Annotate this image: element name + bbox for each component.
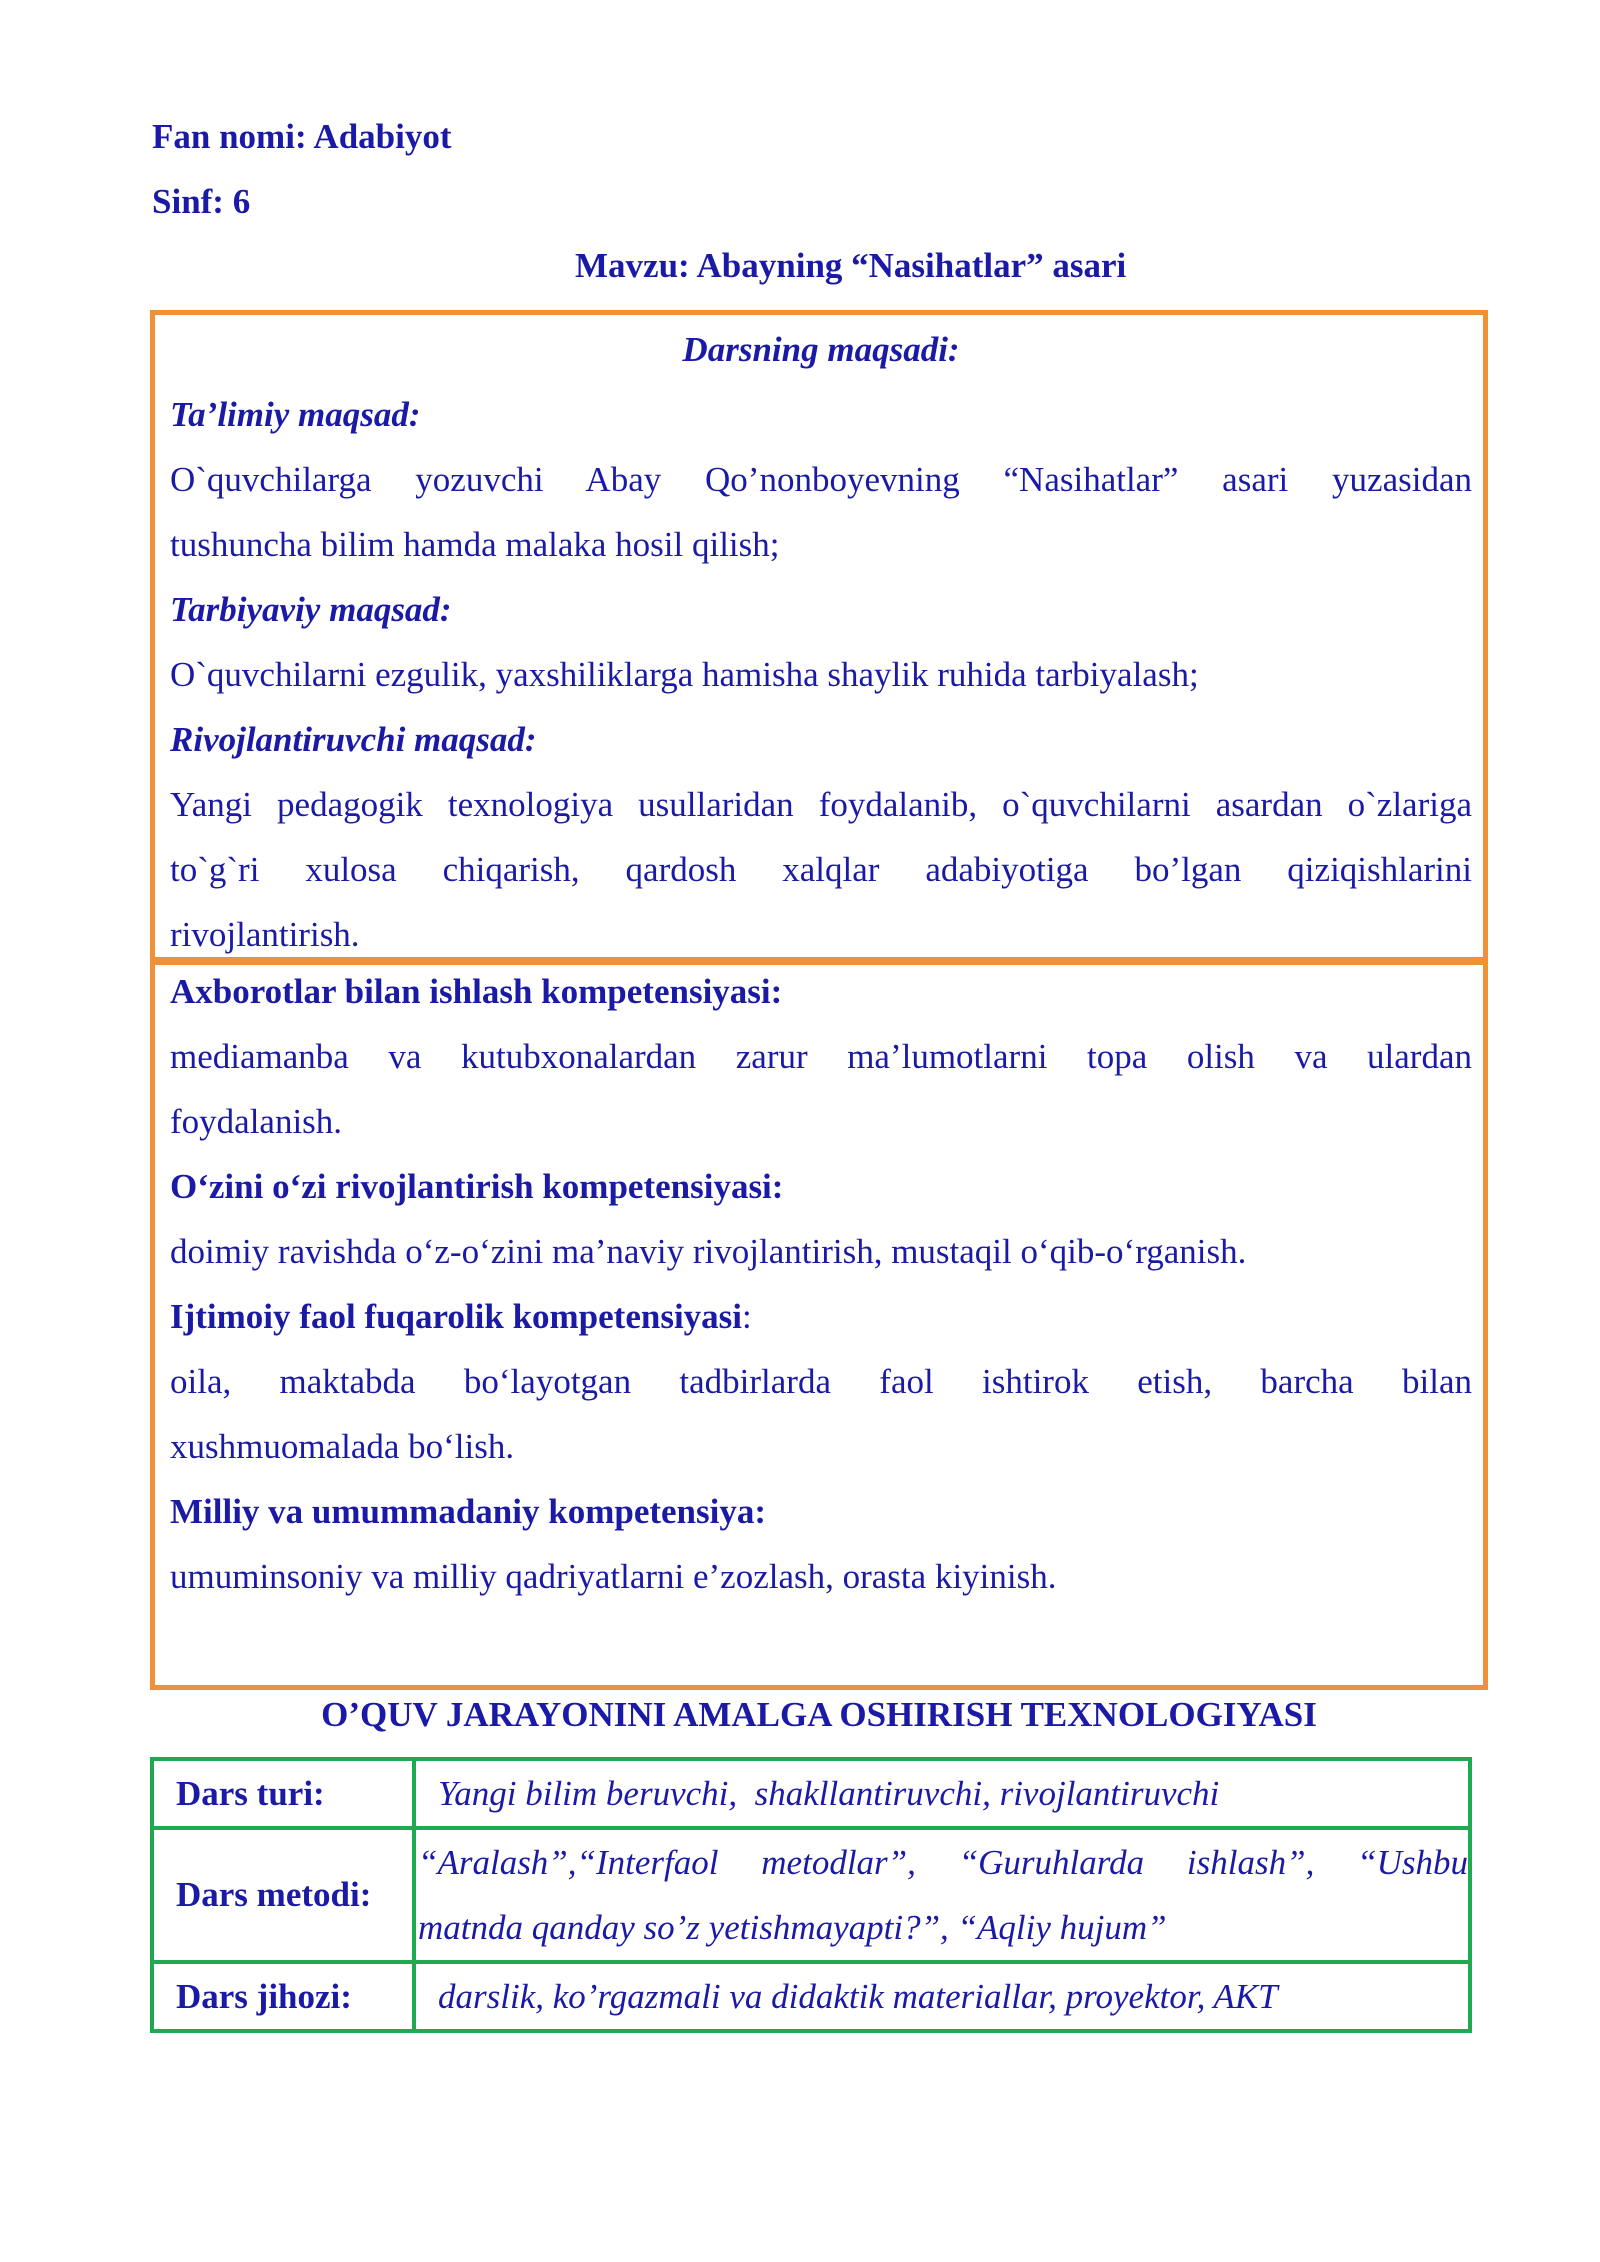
info-competency-text: mediamanba va kutubxonalardan zarur ma’lumotlarni topa olish va ulardan bbox=[170, 1037, 1472, 1076]
competencies-box bbox=[150, 960, 1488, 1690]
info-competency-heading: Axborotlar bilan ishlash kompetensiyasi: bbox=[170, 972, 783, 1011]
info-competency-text: foydalanish. bbox=[170, 1102, 343, 1141]
table-row bbox=[152, 1759, 1470, 1828]
lesson-equipment-value-line: darslik, ko’rgazmali va didaktik materiallar, proyektor, AKT bbox=[438, 1977, 1278, 2016]
self-development-competency-heading: O‘zini o‘zi rivojlantirish kompetensiyasi: bbox=[170, 1167, 784, 1206]
lesson-method-value bbox=[414, 1828, 1470, 1962]
educational-goal-heading: Ta’limiy maqsad: bbox=[170, 395, 421, 434]
developmental-goal-text: Yangi pedagogik texnologiya usullaridan foydalanib, o`quvchilarni asardan o`zlariga bbox=[170, 785, 1472, 824]
lesson-type-value-line: Yangi bilim beruvchi, shakllantiruvchi, rivojlantiruvchi bbox=[438, 1774, 1220, 1813]
lesson-equipment-label: Dars jihozi: bbox=[152, 1962, 414, 2031]
table-row bbox=[152, 1828, 1470, 1962]
culture-competency-text: umuminsoniy va milliy qadriyatlarni e’zozlash, orasta kiyinish. bbox=[170, 1557, 1057, 1596]
developmental-goal-text: rivojlantirish. bbox=[170, 915, 360, 954]
culture-competency-heading: Milliy va umummadaniy kompetensiya: bbox=[170, 1492, 767, 1531]
educational-goal-text: O`quvchilarga yozuvchi Abay Qo’nonboyevning “Nasihatlar” asari yuzasidan bbox=[170, 460, 1472, 499]
technology-title: O’QUV JARAYONINI AMALGA OSHIRISH TEXNOLOGIYASI bbox=[321, 1695, 1317, 1734]
upbringing-goal-text: O`quvchilarni ezgulik, yaxshiliklarga hamisha shaylik ruhida tarbiyalash; bbox=[170, 655, 1199, 694]
lesson-goals-box bbox=[150, 310, 1488, 962]
lesson-method-value-line: “Aralash”,“Interfaol metodlar”, “Guruhlarda ishlash”, “Ushbu bbox=[418, 1843, 1468, 1882]
technology-table bbox=[150, 1757, 1472, 2033]
civic-competency-text: xushmuomalada bo‘lish. bbox=[170, 1427, 515, 1466]
table-row bbox=[152, 1962, 1470, 2031]
civic-competency-heading: Ijtimoiy faol fuqarolik kompetensiyasi bbox=[170, 1297, 743, 1336]
civic-competency-heading-line bbox=[170, 1284, 1472, 1349]
developmental-goal-heading: Rivojlantiruvchi maqsad: bbox=[170, 720, 537, 759]
developmental-goal-text: to`g`ri xulosa chiqarish, qardosh xalqlar adabiyotiga bo’lgan qiziqishlarini bbox=[170, 850, 1472, 889]
lesson-method-label: Dars metodi: bbox=[152, 1828, 414, 1962]
topic-title: Mavzu: Abayning “Nasihatlar” asari bbox=[575, 246, 1127, 285]
upbringing-goal-heading: Tarbiyaviy maqsad: bbox=[170, 590, 452, 629]
lesson-type-value bbox=[414, 1759, 1470, 1828]
goals-title: Darsning maqsadi: bbox=[682, 330, 960, 369]
lesson-type-label: Dars turi: bbox=[152, 1759, 414, 1828]
lesson-equipment-value bbox=[414, 1962, 1470, 2031]
grade-title: Sinf: 6 bbox=[152, 182, 251, 221]
civic-competency-text: oila, maktabda bo‘layotgan tadbirlarda faol ishtirok etish, barcha bilan bbox=[170, 1362, 1472, 1401]
educational-goal-text: tushuncha bilim hamda malaka hosil qilish; bbox=[170, 525, 780, 564]
subject-title: Fan nomi: Adabiyot bbox=[152, 117, 452, 156]
lesson-method-value-line: matnda qanday so’z yetishmayapti?”, “Aqliy hujum” bbox=[418, 1908, 1167, 1947]
self-development-competency-text: doimiy ravishda o‘z-o‘zini ma’naviy rivojlantirish, mustaqil o‘qib-o‘rganish. bbox=[170, 1232, 1247, 1271]
civic-competency-colon: : bbox=[742, 1297, 752, 1336]
